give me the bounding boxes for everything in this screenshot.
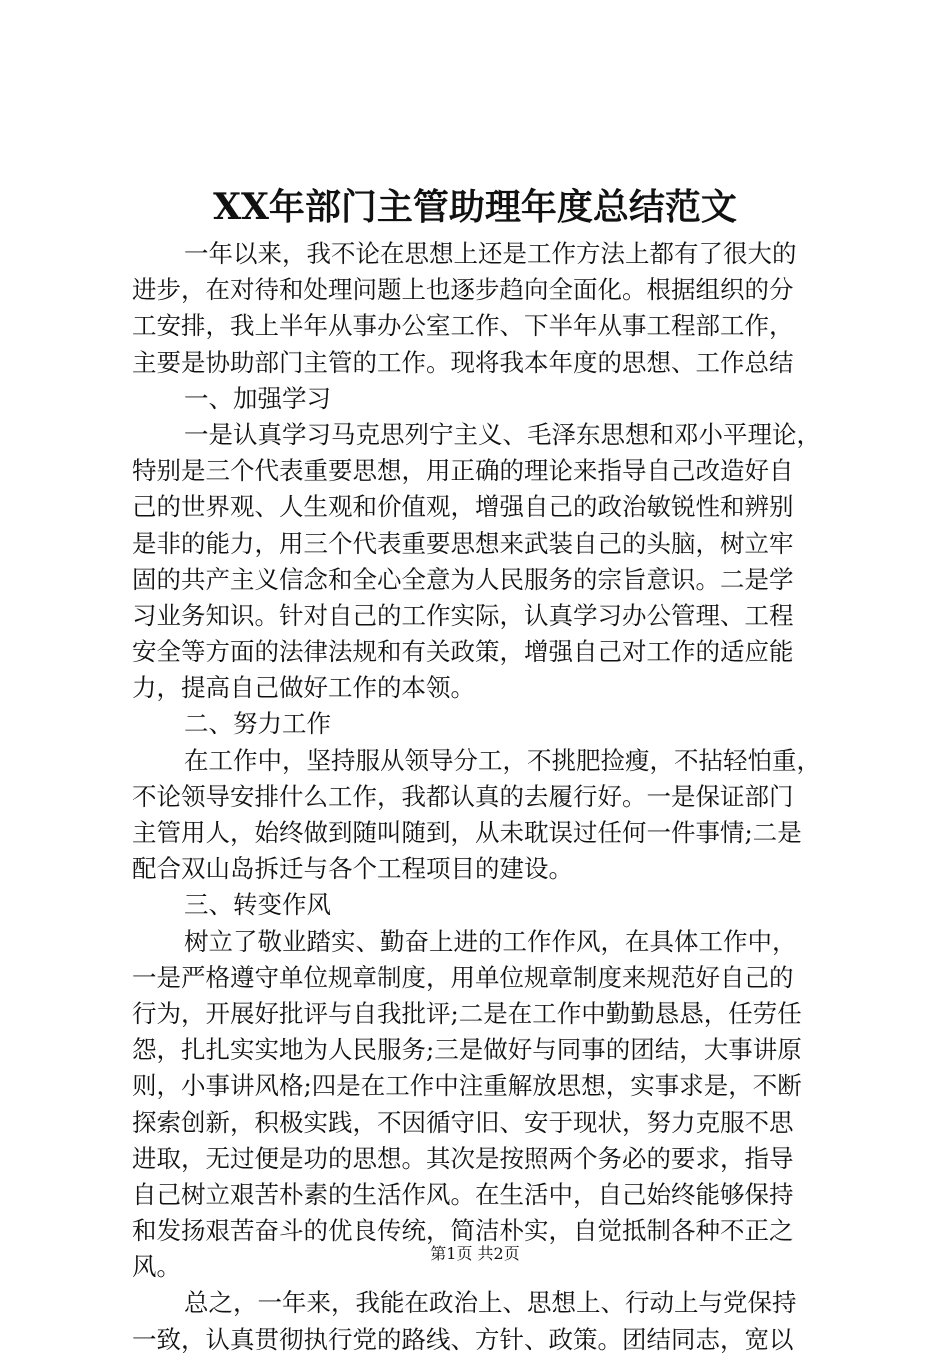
text-line: 在工作中，坚持服从领导分工，不挑肥捡瘦，不拈轻怕重， <box>184 745 821 775</box>
text-line: 工安排，我上半年从事办公室工作、下半年从事工程部工作， <box>132 311 794 341</box>
text-line: 一年以来，我不论在思想上还是工作方法上都有了很大的 <box>184 239 797 268</box>
text-line: 力，提高自己做好工作的本领。 <box>132 673 475 703</box>
text-line: 是非的能力，用三个代表重要思想来武装自己的头脑，树立牢 <box>132 528 794 558</box>
text-line: 习业务知识。针对自己的工作实际，认真学习办公管理、工程 <box>132 600 794 630</box>
text-line: 己的世界观、人生观和价值观，增强自己的政治敏锐性和辨别 <box>132 492 794 522</box>
text-line: 特别是三个代表重要思想，用正确的理论来指导自己改造好自 <box>132 456 794 486</box>
text-line: 一致，认真贯彻执行党的路线、方针、政策。团结同志，宽以 <box>132 1324 794 1354</box>
text-line: 配合双山岛拆迁与各个工程项目的建设。 <box>132 854 573 884</box>
text-line: 行为，开展好批评与自我批评;二是在工作中勤勤恳恳，任劳任 <box>132 998 802 1028</box>
text-line: 进步，在对待和处理问题上也逐步趋向全面化。根据组织的分 <box>132 275 794 305</box>
document-body <box>132 236 832 1358</box>
document-title: XX年部门主管助理年度总结范文 <box>213 186 737 228</box>
page-footer: 第1页 共2页 <box>430 1244 520 1263</box>
text-line: 总之，一年来，我能在政治上、思想上、行动上与党保持 <box>184 1288 797 1318</box>
text-line: 怨，扎扎实实地为人民服务;三是做好与同事的团结，大事讲原 <box>132 1035 802 1065</box>
text-line: 不论领导安排什么工作，我都认真的去履行好。一是保证部门 <box>132 781 794 811</box>
text-line: 三、转变作风 <box>184 890 331 920</box>
text-line: 一是认真学习马克思列宁主义、毛泽东思想和邓小平理论， <box>184 419 821 449</box>
text-line: 一、加强学习 <box>184 383 331 413</box>
text-line: 进取，无过便是功的思想。其次是按照两个务必的要求，指导 <box>132 1143 794 1173</box>
text-line: 和发扬艰苦奋斗的优良传统，简洁朴实，自觉抵制各种不正之 <box>132 1216 794 1246</box>
text-line: 主管用人，始终做到随叫随到，从未耽误过任何一件事情;二是 <box>132 818 802 847</box>
text-line: 主要是协助部门主管的工作。现将我本年度的思想、工作总结 <box>132 347 794 377</box>
text-line: 树立了敬业踏实、勤奋上进的工作作风，在具体工作中， <box>184 926 797 956</box>
text-line: 自己树立艰苦朴素的生活作风。在生活中，自己始终能够保持 <box>132 1179 794 1209</box>
text-line: 探索创新，积极实践，不因循守旧、安于现状，努力克服不思 <box>132 1107 794 1137</box>
text-line: 风。 <box>132 1252 181 1282</box>
text-line: 二、努力工作 <box>184 709 331 739</box>
text-line: 则，小事讲风格;四是在工作中注重解放思想，实事求是，不断 <box>132 1071 802 1101</box>
text-line: 固的共产主义信念和全心全意为人民服务的宗旨意识。二是学 <box>132 564 794 594</box>
text-line: 安全等方面的法律法规和有关政策，增强自己对工作的适应能 <box>132 637 794 667</box>
text-line: 一是严格遵守单位规章制度，用单位规章制度来规范好自己的 <box>132 962 794 992</box>
